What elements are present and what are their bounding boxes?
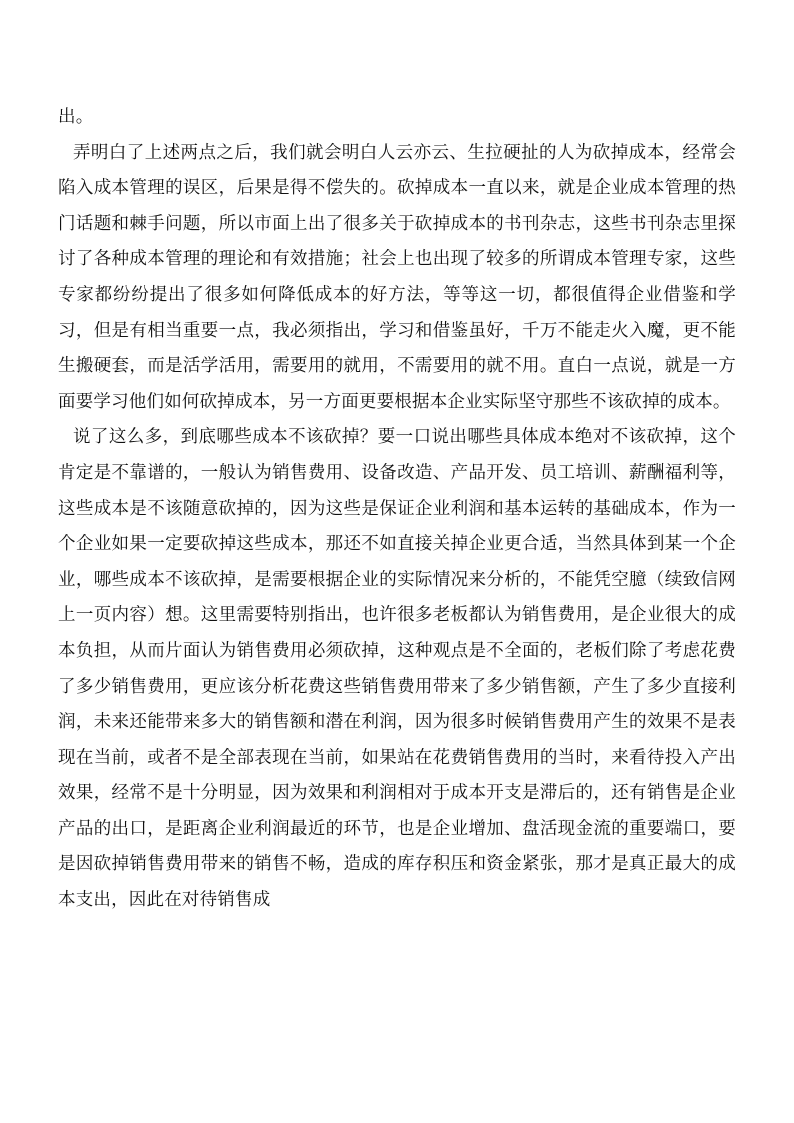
- paragraph-cost-misconception: 弄明白了上述两点之后，我们就会明白人云亦云、生拉硬扯的人为砍掉成本，经常会陷入成本管理的误区，后果是得不偿失的。砍掉成本一直以来，就是企业成本管理的热门话题和棘手问题，所以市面上出了很多关于砍掉成本的书刊杂志，这些书刊杂志里探讨了各种成本管理的理论和有效措施；社会上也出现了较多的所谓成本管理专家，这些专家都纷纷提出了很多如何降低成本的好方法，等等这一切，都很值得企业借鉴和学习，但是有相当重要一点，我必须指出，学习和借鉴虽好，千万不能走火入魔，更不能生搬硬套，而是活学活用，需要用的就用，不需要用的就不用。直白一点说，就是一方面要学习他们如何砍掉成本，另一方面更要根据本企业实际坚守那些不该砍掉的成本。: [58, 142, 736, 412]
- paragraph-continuation: 出。: [58, 107, 94, 127]
- paragraph-costs-not-to-cut: 说了这么多，到底哪些成本不该砍掉？要一口说出哪些具体成本绝对不该砍掉，这个肯定是不靠谱的，一般认为销售费用、设备改造、产品开发、员工培训、薪酬福利等，这些成本是不该随意砍掉的，因为这些是保证企业利润和基本运转的基础成本，作为一个企业如果一定要砍掉这些成本，那还不如直接关掉企业更合适，当然具体到某一个企业，哪些成本不该砍掉，是需要根据企业的实际情况来分析的，不能凭空臆（续致信网上一页内容）想。这里需要特别指出，也许很多老板都认为销售费用，是企业很大的成本负担，从而片面认为销售费用必须砍掉，这种观点是不全面的，老板们除了考虑花费了多少销售费用，更应该分析花费这些销售费用带来了多少销售额，产生了多少直接利润，未来还能带来多大的销售额和潜在利润，因为很多时候销售费用产生的效果不是表现在当前，或者不是全部表现在当前，如果站在花费销售费用的当时，来看待投入产出效果，经常不是十分明显，因为效果和利润相对于成本开支是滞后的，还有销售是企业产品的出口，是距离企业利润最近的环节，也是企业增加、盘活现金流的重要端口，要是因砍掉销售费用带来的销售不畅，造成的库存积压和资金紧张，那才是真正最大的成本支出，因此在对待销售成: [58, 427, 736, 911]
